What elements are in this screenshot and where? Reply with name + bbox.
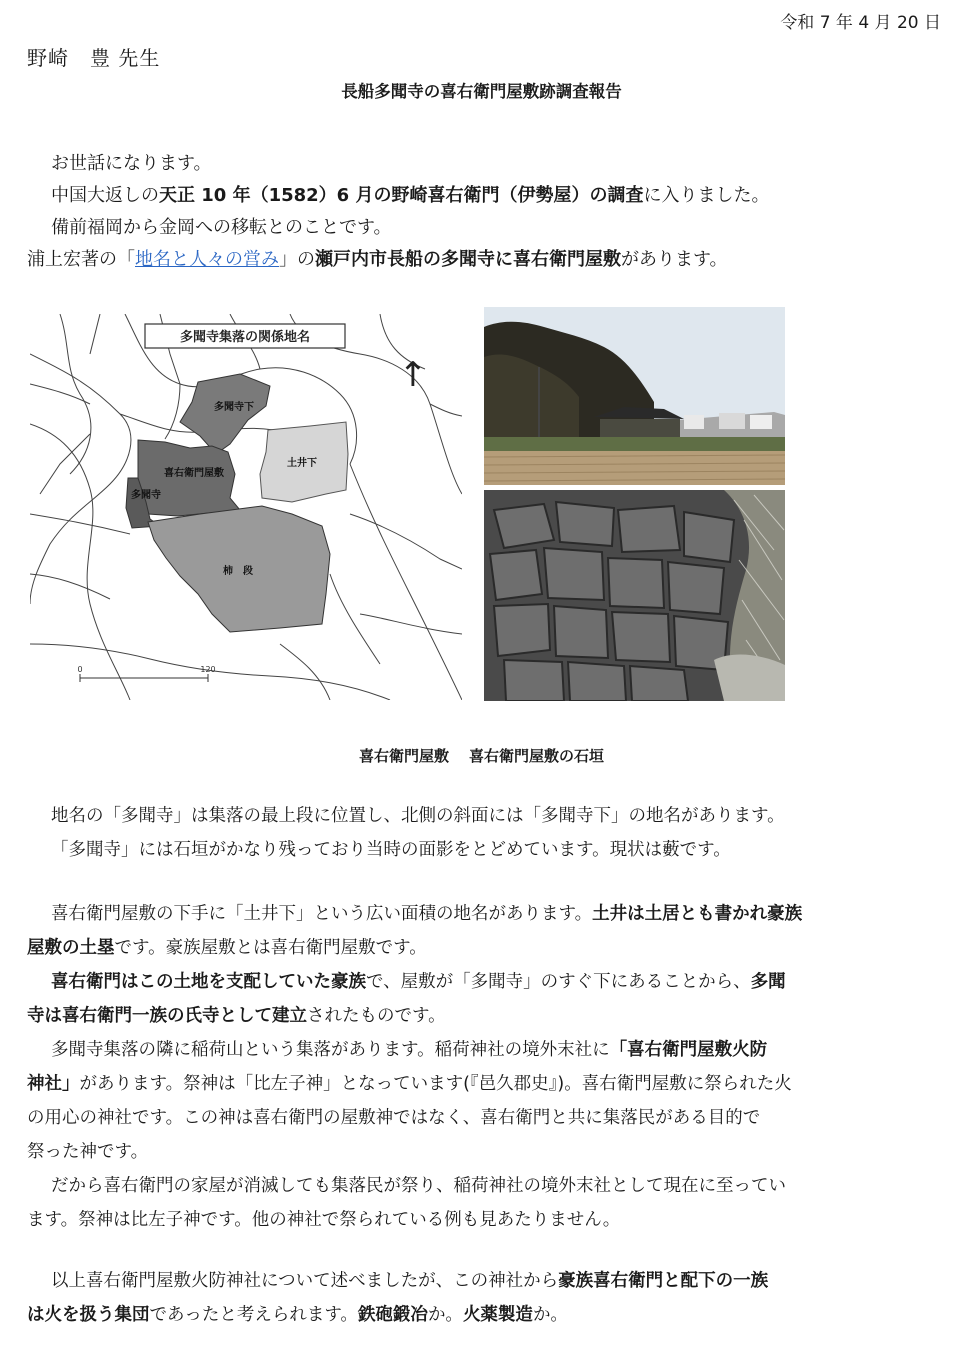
paragraph-line: 地名の「多聞寺」は集落の最上段に位置し、北側の斜面には「多聞寺下」の地名があります。 [51,806,785,826]
paragraph-bold-text: 火薬製造 [462,1305,533,1325]
label-kakidan: 柿 段 [223,566,253,577]
caption-right: 喜右衛門屋敷の石垣 [469,747,605,765]
label-tamonjishita: 多聞寺下 [214,402,254,413]
paragraph-line: 「多聞寺」には石垣がかなり残っており当時の面影をとどめています。現状は藪です。 [51,840,731,860]
paragraph-text: されたものです。 [307,1006,446,1026]
paragraph-line [27,1264,937,1298]
paragraph-text: 多聞寺集落の隣に稲荷山という集落があります。稲荷神社の境外末社に [51,1040,610,1060]
paragraph-bold-text: 寺は喜右衛門一族の氏寺として建立 [27,1006,307,1026]
intro-bold-text: 瀬戸内市長船の多聞寺に喜右衛門屋敷 [315,249,621,270]
paragraph-text: で、屋敷が「多聞寺」のすぐ下にあることから、 [366,972,751,992]
paragraph-line [27,999,937,1033]
paragraph-line [27,897,937,931]
paragraph-bold-text: 土井は土居とも書かれ豪族 [592,904,803,924]
intro-bold-text: 天正 10 年（1582）6 月の野崎喜右衛門（伊勢屋）の調査 [159,185,644,206]
paragraph-line: の用心の神社です。この神は喜右衛門の屋敷神ではなく、喜右衛門と共に集落民がある目的で [27,1108,761,1128]
paragraph-text: であったと考えられます。 [149,1305,358,1325]
paragraph-text: があります。祭神は「比左子神」となっています(『邑久郡史』)。喜右衛門屋敷に祭られた火 [79,1074,792,1094]
paragraph-1 [27,799,937,867]
paragraph-text: 喜右衛門屋敷の下手に「土井下」という広い面積の地名があります。 [51,904,593,924]
intro-text: 」の [279,249,315,270]
paragraph-bold-text: 「喜右衛門屋敷火防 [609,1040,768,1060]
intro-line-4 [27,244,937,276]
map-title: 多聞寺集落の関係地名 [179,330,311,345]
paragraph-line: ます。祭神は比左子神です。他の神社で祭られている例も見あたりません。 [27,1210,621,1230]
paragraph-line [27,1298,937,1332]
book-title-link[interactable]: 地名と人々の営み [135,249,279,270]
report-date: 令和 7 年 4 月 20 日 [780,13,941,33]
scale-bar [77,665,215,682]
addressee: 野崎 豊 先生 [27,46,161,70]
intro-line-3: 備前福岡から金岡への移転とのことです。 [51,217,392,238]
paragraph-3 [27,1264,937,1332]
photo-stone-wall [484,490,785,701]
paragraph-text: か。 [427,1305,463,1325]
north-arrow: ↑ [398,355,428,395]
paragraph-bold-text: 神社」 [27,1074,80,1094]
paragraph-bold-text: は火を扱う集団 [27,1305,150,1325]
intro-text: があります。 [621,249,728,270]
caption-left: 喜右衛門屋敷 [358,747,449,765]
paragraph-2 [27,897,937,1237]
paragraph-text: か。 [532,1305,568,1325]
scale-zero: 0 [77,665,83,674]
paragraph-line [27,1067,937,1101]
paragraph-bold-text: 豪族喜右衛門と配下の一族 [558,1271,769,1291]
area-tamonjishita [180,374,270,454]
label-tamonji: 多聞寺 [131,490,161,501]
place-name-map [30,314,462,700]
intro-text: 中国大返しの [51,185,159,206]
figure-caption [0,745,963,766]
paragraph-line [27,965,937,999]
intro-line-1: お世話になります。 [51,153,212,174]
paragraph-bold-text: 鉄砲鍛冶 [357,1305,428,1325]
intro-text: 浦上宏著の「 [27,249,135,270]
paragraph-bold-text: 屋敷の土塁 [27,938,115,958]
intro-text: に入りました。 [643,185,770,206]
intro-line-2 [27,180,937,212]
paragraph-line [27,1033,937,1067]
paragraph-text: です。豪族屋敷とは喜右衛門屋敷です。 [114,938,427,958]
label-doishita: 土井下 [287,458,317,469]
scale-end: 120 [200,665,216,674]
label-kiemon-yashiki: 喜右衛門屋敷 [164,468,224,479]
paragraph-line: 祭った神です。 [27,1142,149,1162]
paragraph-line [27,931,937,965]
paragraph-bold-text: 多聞 [750,972,786,992]
paragraph-line: だから喜右衛門の家屋が消滅しても集落民が祭り、稲荷神社の境外末社として現在に至ってい [51,1176,786,1196]
paragraph-bold-text: 喜右衛門はこの土地を支配していた豪族 [51,972,366,992]
intro-section [27,148,937,276]
photo-kiemon-yashiki [484,307,785,485]
paragraph-text: 以上喜右衛門屋敷火防神社について述べましたが、この神社から [51,1271,559,1291]
report-title: 長船多聞寺の喜右衛門屋敷跡調査報告 [341,82,622,101]
